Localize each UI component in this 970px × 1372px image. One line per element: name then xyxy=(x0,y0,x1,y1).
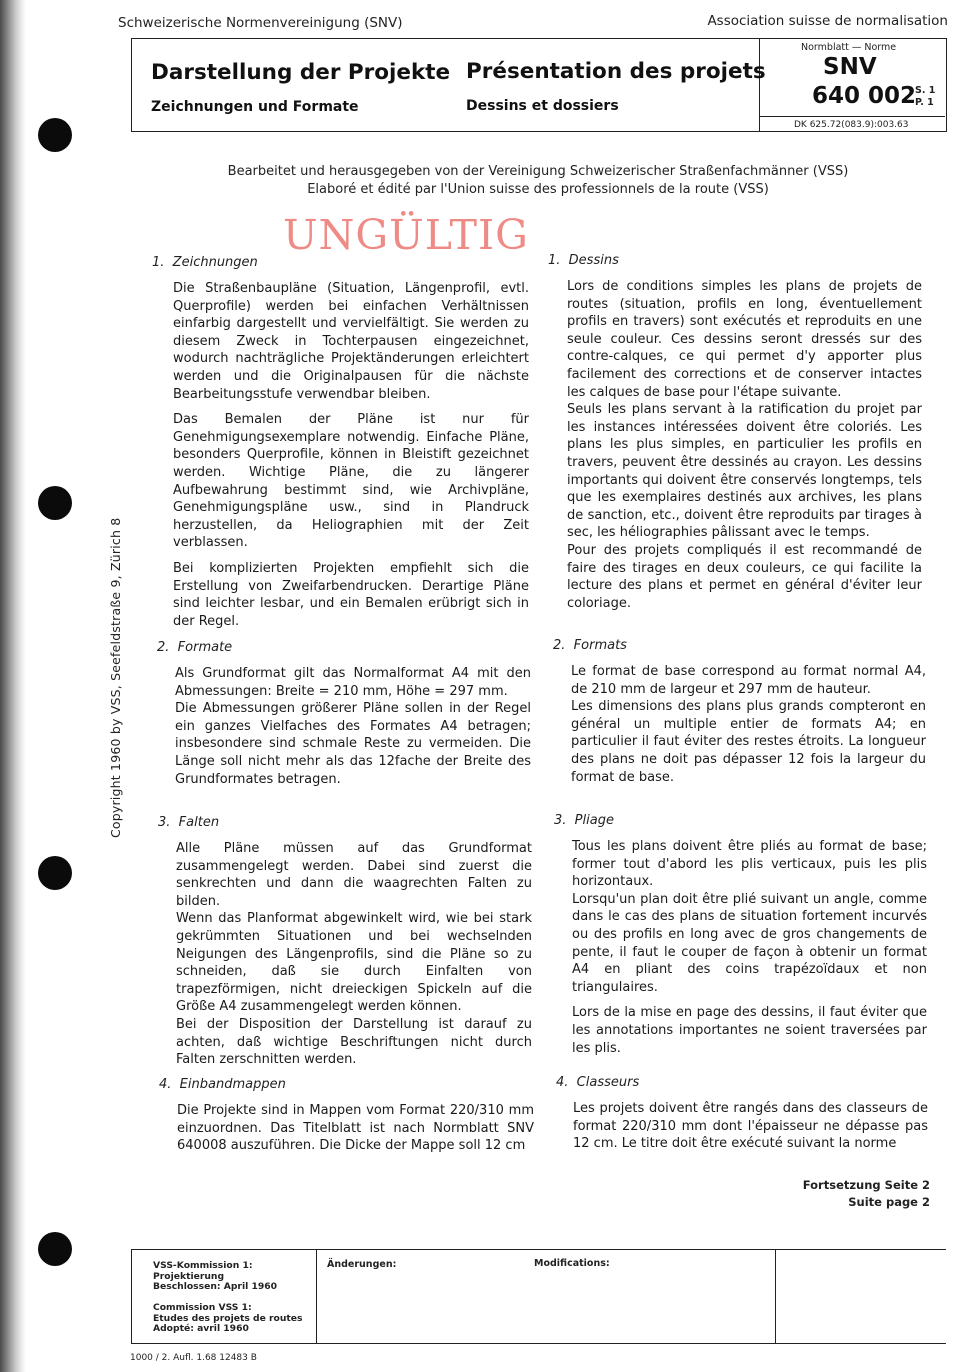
paragraph: Seuls les plans servant à la ratification du projet par les instances intéressées doivent être coloriés. Les plans les plus simples, en particulier les profils en travers, peuvent être dessinés au crayon. Les dessins importants qui doivent être conservés longtemps, tels que les exemplaires destinés aux archives, les plans de sanction, etc., doivent être reproduits par tirages à sec, les héliographies pâlissant avec le temps. xyxy=(567,402,922,541)
punch-hole xyxy=(38,1232,72,1266)
section-body-fr-3 xyxy=(572,838,927,1065)
section-body-fr-4 xyxy=(573,1100,928,1161)
paragraph: Wenn das Planformat abgewinkelt wird, wie bei stark gekrümmten Situationen und bei wechselnden Neigungen des Längenprofils, sind die Pläne so zu schneiden, daß sie durch Einfalten von trapezförmigen, nicht dreieckigen Spickeln auf die Größe A4 zusammengelegt werden können. xyxy=(176,911,532,1015)
scan-edge xyxy=(0,0,26,1372)
paragraph: Das Bemalen der Pläne ist nur für Genehmigungsexemplare notwendig. Einfache Pläne, besonders Querprofile, können in Bleistift gezeichnet werden. Wichtige Pläne, die zu längerer Aufbewahrung bestimmt sind, wie Archivpläne, Genehmigungspläne usw., sind in Plandruck herzustellen, da Heliographien mit der Zeit verblassen. xyxy=(173,412,529,551)
paragraph: Les projets doivent être rangés dans des classeurs de format 220/310 mm dont l'épaisseur ne dépasse pas 12 cm. Le titre doit être exécuté suivant la norme xyxy=(573,1101,928,1152)
section-body-fr-1 xyxy=(567,278,922,620)
org-de: Schweizerische Normenvereinigung (SNV) xyxy=(118,15,403,31)
section-body-de-4 xyxy=(177,1102,534,1163)
norm-number: 640 002 xyxy=(812,83,917,109)
paragraph: Les dimensions des plans plus grands compteront en général un multiple entier de formats A4; en particulier il faut éviter des restes étroits. La longueur des plans ne doit pas dépasser 12 fois la largeur du format de base. xyxy=(571,699,926,785)
paragraph: Alle Pläne müssen auf das Grundformat zusammengelegt werden. Dabei sind zuerst die senkrechten und dann die waagrechten Falten zu bilden. xyxy=(176,841,532,909)
section-heading-fr-3: 3. Pliage xyxy=(554,813,614,828)
paragraph: Bei der Disposition der Darstellung ist darauf zu achten, daß wichtige Beschriftungen nicht durch Falten zerschnitten werden. xyxy=(176,1016,532,1068)
section-heading-fr-1: 1. Dessins xyxy=(548,253,619,268)
continuation-note xyxy=(630,1177,930,1211)
changes-label-fr: Modifications: xyxy=(534,1258,610,1269)
paragraph: Lorsqu'un plan doit être plié suivant un angle, comme dans le cas des plans de situation fortement incurvés ou des profils en long avec de gros changements de pente, il faut le couper de façon à obtenir un format A4 en pliant des coins trapézoïdaux et non triangulaires. xyxy=(572,891,927,995)
section-heading-de-2: 2. Formate xyxy=(157,640,233,655)
subtitle-fr: Dessins et dossiers xyxy=(466,98,619,114)
paragraph: Die Straßenbaupläne (Situation, Längenprofil, evtl. Querprofile) werden bei einfachen Verhältnissen einfarbig dargestellt und vervielfältigt. Sie werden zu diesem Zweck in Tochterpausen eingezeichnet, wodurch nachträgliche Projektänderungen erleichtert werden und die Originalpausen für die nächste Bearbeitungsstufe verwendbar bleiben. xyxy=(173,281,529,402)
print-code: 1000 / 2. Aufl. 1.68 12483 B xyxy=(130,1353,257,1363)
section-body-de-2 xyxy=(175,665,531,796)
page-number-de: S. 1 xyxy=(915,85,936,96)
norm-label: Normblatt — Norme xyxy=(801,42,897,53)
paragraph: Le format de base correspond au format normal A4, de 210 mm de largeur et 297 mm de hauteur. xyxy=(571,664,926,697)
copyright-note: Copyright 1960 by VSS, Seefeldstraße 9, Zürich 8 xyxy=(108,517,123,838)
header-divider xyxy=(759,38,760,132)
publisher-fr: Elaboré et édité par l'Union suisse des professionnels de la route (VSS) xyxy=(307,182,769,197)
punch-hole xyxy=(38,486,72,520)
continuation-fr: Suite page 2 xyxy=(848,1195,930,1209)
paragraph: Als Grundformat gilt das Normalformat A4 mit den Abmessungen: Breite = 210 mm, Höhe = 297 mm. xyxy=(175,666,531,699)
section-body-de-1 xyxy=(173,280,529,638)
paragraph: Die Projekte sind in Mappen vom Format 220/310 mm einzuordnen. Das Titelblatt ist nach Normblatt SNV 640008 auszuführen. Die Dicke der Mappe soll 12 cm xyxy=(177,1103,534,1154)
commission-de: VSS-Kommission 1: Projektierung Beschlossen: April 1960 xyxy=(153,1260,278,1292)
paragraph: Bei komplizierten Projekten empfiehlt sich die Erstellung von Zweifarbendrucken. Derartige Pläne sind leichter lesbar, und ein Bemalen erübrigt sich in der Regel. xyxy=(173,560,529,629)
section-heading-de-1: 1. Zeichnungen xyxy=(152,255,258,270)
invalid-stamp: UNGÜLTIG xyxy=(283,211,529,259)
paragraph: Lors de la mise en page des dessins, il faut éviter que les annotations importantes ne soient traversées par les plis. xyxy=(572,1005,927,1056)
norm-org: SNV xyxy=(823,54,877,80)
page-number-fr: P. 1 xyxy=(915,97,934,108)
paragraph: Pour des projets compliqués il est recommandé de faire des tirages en deux couleurs, ce qui facilite la lecture des plans et permet en général d'éviter leur coloriage. xyxy=(567,542,922,611)
section-heading-de-4: 4. Einbandmappen xyxy=(159,1077,286,1092)
commission-fr: Commission VSS 1: Etudes des projets de routes Adopté: avril 1960 xyxy=(153,1302,303,1334)
paragraph: Tous les plans doivent être pliés au format de base; former tout d'abord les plis verticaux, puis les plis horizontaux. xyxy=(572,839,927,890)
punch-hole xyxy=(38,118,72,152)
title-fr: Présentation des projets xyxy=(466,59,766,84)
org-fr: Association suisse de normalisation xyxy=(707,13,948,29)
changes-label-de: Änderungen: xyxy=(327,1259,397,1270)
section-heading-fr-4: 4. Classeurs xyxy=(556,1075,640,1090)
dk-divider xyxy=(759,116,945,117)
section-body-fr-2 xyxy=(571,663,926,794)
subtitle-de: Zeichnungen und Formate xyxy=(151,99,359,115)
footer-divider xyxy=(316,1249,317,1344)
punch-hole xyxy=(38,856,72,890)
paragraph: Lors de conditions simples les plans de projets de routes (situation, profils en long, éventuellement profils en travers) sont exécutés et reproduits en une seule couleur. Ces dessins seront dressés sur des contre-calques, ce qui permet d'y apporter plus facilement des corrections et de conserver intactes les calques de base pour l'étape suivante. xyxy=(567,279,922,400)
section-body-de-3 xyxy=(176,840,532,1077)
section-heading-fr-2: 2. Formats xyxy=(553,638,627,653)
footer-divider xyxy=(775,1249,776,1344)
section-heading-de-3: 3. Falten xyxy=(158,815,220,830)
dk-classification: DK 625.72(083.9):003.63 xyxy=(794,120,909,130)
publisher-block xyxy=(131,163,945,199)
continuation-de: Fortsetzung Seite 2 xyxy=(802,1178,930,1192)
paragraph: Die Abmessungen größerer Pläne sollen in der Regel ein ganzes Vielfaches des Formates A4 betragen; insbesondere sind schmale Reste zu vermeiden. Die Länge soll nicht mehr als das 12fache der Breite des Grundformates betragen. xyxy=(175,701,531,787)
title-de: Darstellung der Projekte xyxy=(151,60,451,85)
publisher-de: Bearbeitet und herausgegeben von der Vereinigung Schweizerischer Straßenfachmänner (VSS) xyxy=(227,164,849,179)
